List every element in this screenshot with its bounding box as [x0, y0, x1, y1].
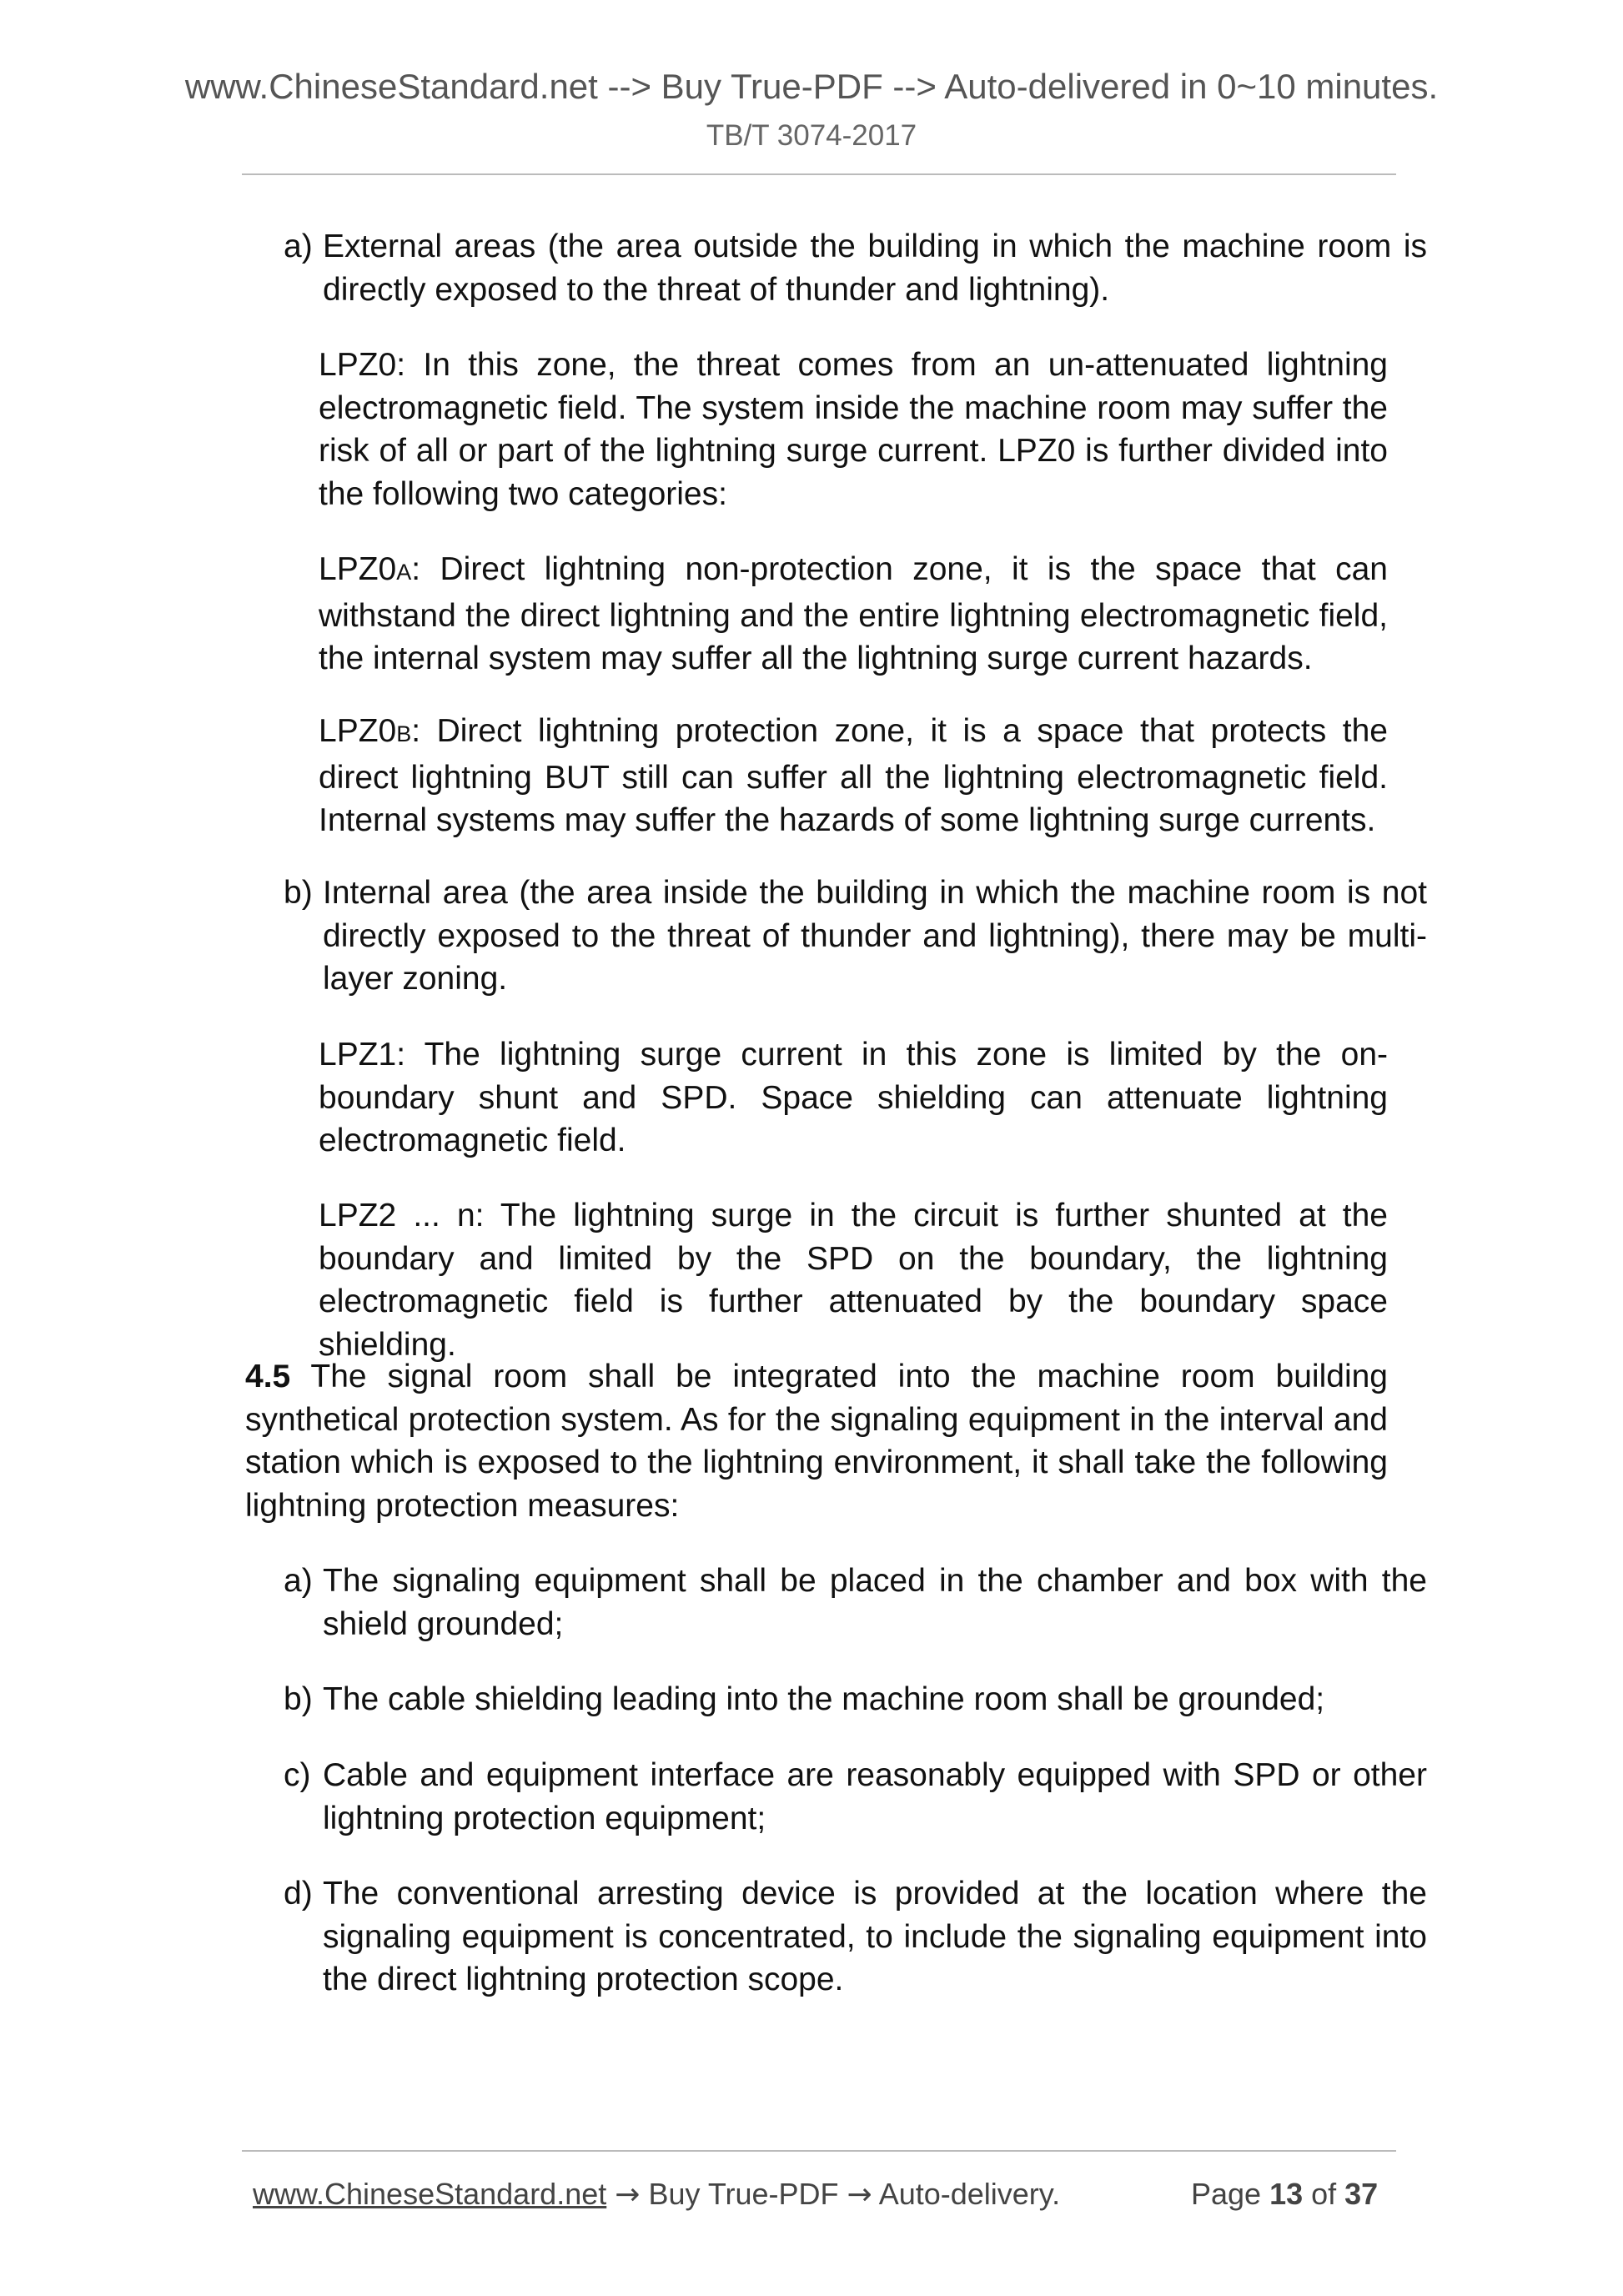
item-text: The conventional arresting device is provided at the location where the signaling equipment is concentrated, to include the signaling equipment into the direct lightning protection scope.	[323, 1876, 1427, 1997]
item-label: b)	[284, 875, 313, 911]
lpz0b-text: : Direct lightning protection zone, it is a space that protects the direct lightning BUT still can suffer all the lightning electromagnetic field. Internal systems may suffer the hazards of some lightning surge currents.	[319, 713, 1388, 838]
item-text: Internal area (the area inside the building in which the machine room is not directly exposed to the threat of thunder and lightning), there may be multi-layer zoning.	[323, 875, 1427, 997]
header-banner: www.ChineseStandard.net --> Buy True-PDF --> Auto-delivered in 0~10 minutes.	[184, 67, 1439, 106]
footer-left	[253, 2177, 1060, 2212]
measure-item	[284, 1560, 1427, 1645]
item-label: a)	[284, 1563, 313, 1599]
list-item-external-areas	[284, 225, 1427, 311]
item-label: c)	[284, 1757, 311, 1793]
item-text: Cable and equipment interface are reasonably equipped with SPD or other lightning protection equipment;	[323, 1757, 1427, 1836]
arrow-icon: →	[615, 2178, 641, 2212]
page-number	[1191, 2177, 1378, 2212]
standard-code: TB/T 3074-2017	[706, 119, 917, 152]
page-current: 13	[1269, 2177, 1304, 2211]
footer-delivery-text: Auto-delivery.	[872, 2177, 1061, 2211]
measure-item	[284, 1754, 1427, 1840]
measure-item	[284, 1872, 1427, 2002]
measure-item	[284, 1678, 1427, 1721]
clause-text: The signal room shall be integrated into the machine room building synthetical protection system. As for the signaling equipment in the interval and station which is exposed to the lightning environment, it shall take the following lightning protection measures:	[245, 1359, 1388, 1524]
footer-buy-text: Buy True-PDF	[640, 2177, 847, 2211]
paragraph-lpz1: LPZ1: The lightning surge current in this zone is limited by the on-boundary shunt and SPD. Space shielding can attenuate lightning electromagnetic field.	[319, 1037, 1388, 1158]
page-prefix: Page	[1191, 2177, 1270, 2211]
lpz0a-subscript: A	[396, 560, 412, 585]
list-item-internal-area	[284, 872, 1427, 1001]
item-text: The cable shielding leading into the machine room shall be grounded;	[323, 1681, 1325, 1717]
footer-site-link[interactable]: www.ChineseStandard.net	[253, 2177, 607, 2211]
lpz0b-term: LPZ0	[319, 713, 397, 749]
paragraph-lpz0: LPZ0: In this zone, the threat comes from an un-attenuated lightning electromagnetic field. The system inside the machine room may suffer the risk of all or part of the lightning surge current. LPZ0 is further divided into the following two categories:	[319, 347, 1388, 512]
item-text: External areas (the area outside the building in which the machine room is directly exposed to the threat of thunder and lightning).	[323, 229, 1427, 308]
clause-number: 4.5	[245, 1359, 291, 1394]
item-label: d)	[284, 1876, 313, 1912]
lpz0a-text: : Direct lightning non-protection zone, it is the space that can withstand the direct lightning and the entire lightning electromagnetic field, the internal system may suffer all the lightning surge current hazards.	[319, 551, 1388, 676]
paragraph-lpz0a	[319, 548, 1388, 681]
item-label: b)	[284, 1681, 313, 1717]
footer-divider	[242, 2150, 1396, 2152]
lpz0a-term: LPZ0	[319, 551, 397, 587]
header-divider	[242, 173, 1396, 175]
item-text: The signaling equipment shall be placed in the chamber and box with the shield grounded;	[323, 1563, 1427, 1642]
page-of: of	[1303, 2177, 1345, 2211]
paragraph-lpz2: LPZ2 ... n: The lightning surge in the circuit is further shunted at the boundary and limited by the SPD on the boundary, the lightning electromagnetic field is further attenuated by the boundary space shielding.	[319, 1198, 1388, 1363]
arrow-icon: →	[847, 2178, 872, 2212]
paragraph-lpz0b	[319, 710, 1388, 842]
clause-4-5	[245, 1355, 1388, 1527]
page-total: 37	[1344, 2177, 1379, 2211]
item-label: a)	[284, 229, 313, 264]
lpz0b-subscript: B	[396, 721, 412, 746]
